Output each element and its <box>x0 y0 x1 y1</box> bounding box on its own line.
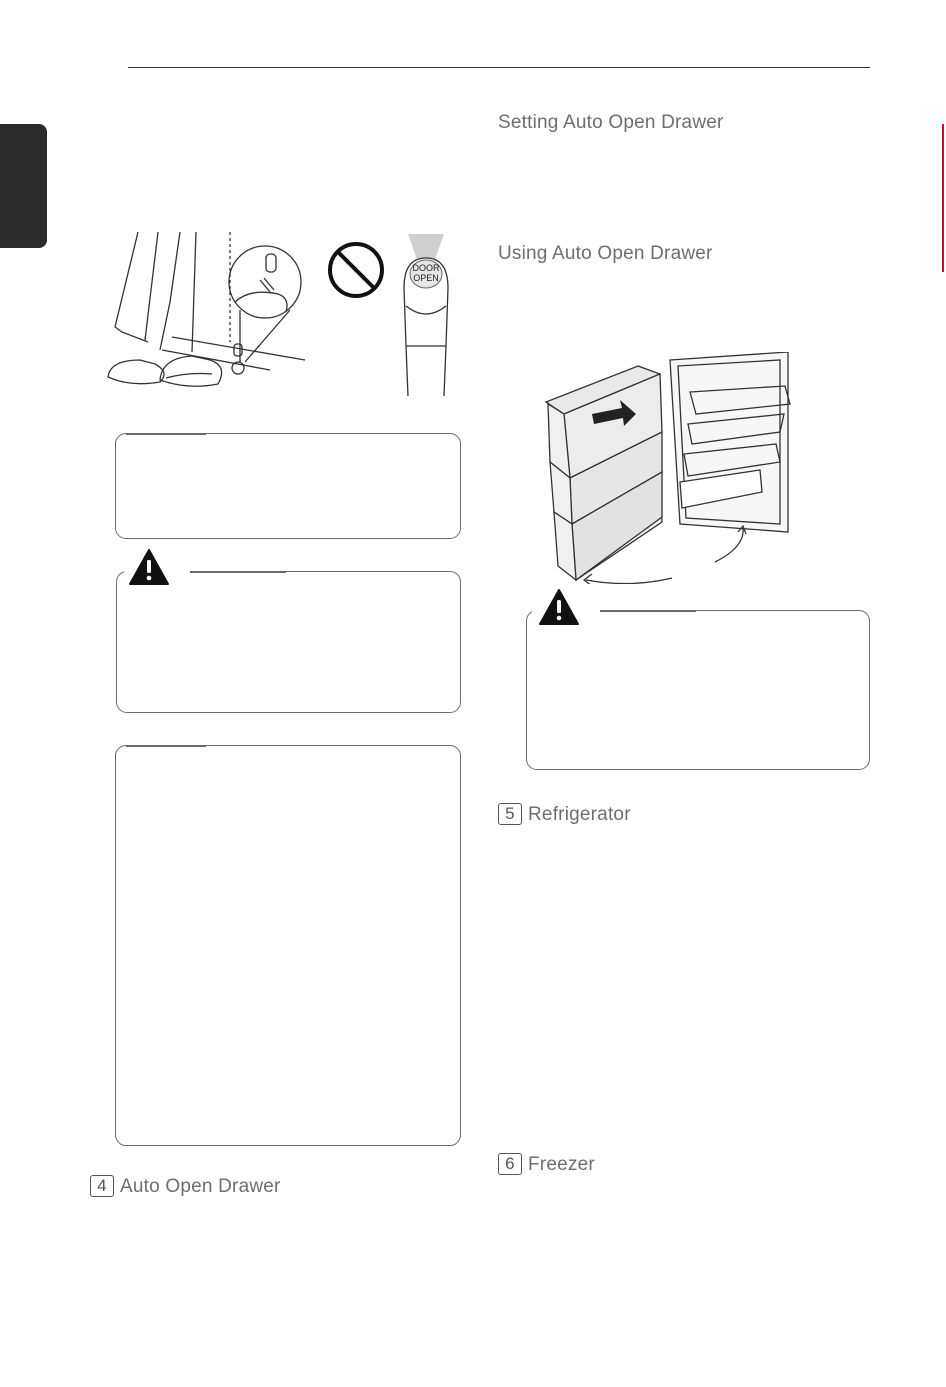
foot-sensor-illustration <box>100 232 310 397</box>
auto-open-drawer-illustration <box>540 352 794 584</box>
header-rule <box>128 67 870 68</box>
door-open-label: DOOR OPEN <box>412 263 440 283</box>
chapter-tab <box>0 124 47 248</box>
door-open-sensor-illustration <box>396 234 456 396</box>
note-box-1 <box>115 433 461 539</box>
warning-box-1 <box>116 571 461 713</box>
warning-triangle-icon <box>128 548 170 586</box>
section-heading-freezer: 6 Freezer <box>498 1153 595 1176</box>
warning-box-2 <box>526 610 870 770</box>
subheading-using-auto-open-drawer: Using Auto Open Drawer <box>498 243 713 264</box>
section-heading-refrigerator: 5 Refrigerator <box>498 803 631 826</box>
no-symbol-icon <box>326 240 386 300</box>
section-heading-auto-open-drawer: 4 Auto Open Drawer <box>90 1175 281 1198</box>
note-box-2 <box>115 745 461 1146</box>
warning-triangle-icon <box>538 588 580 626</box>
subheading-setting-auto-open-drawer: Setting Auto Open Drawer <box>498 112 724 133</box>
note-box-2-tab <box>126 745 206 747</box>
language-edge-marker <box>942 124 944 272</box>
note-box-1-tab <box>126 433 206 435</box>
